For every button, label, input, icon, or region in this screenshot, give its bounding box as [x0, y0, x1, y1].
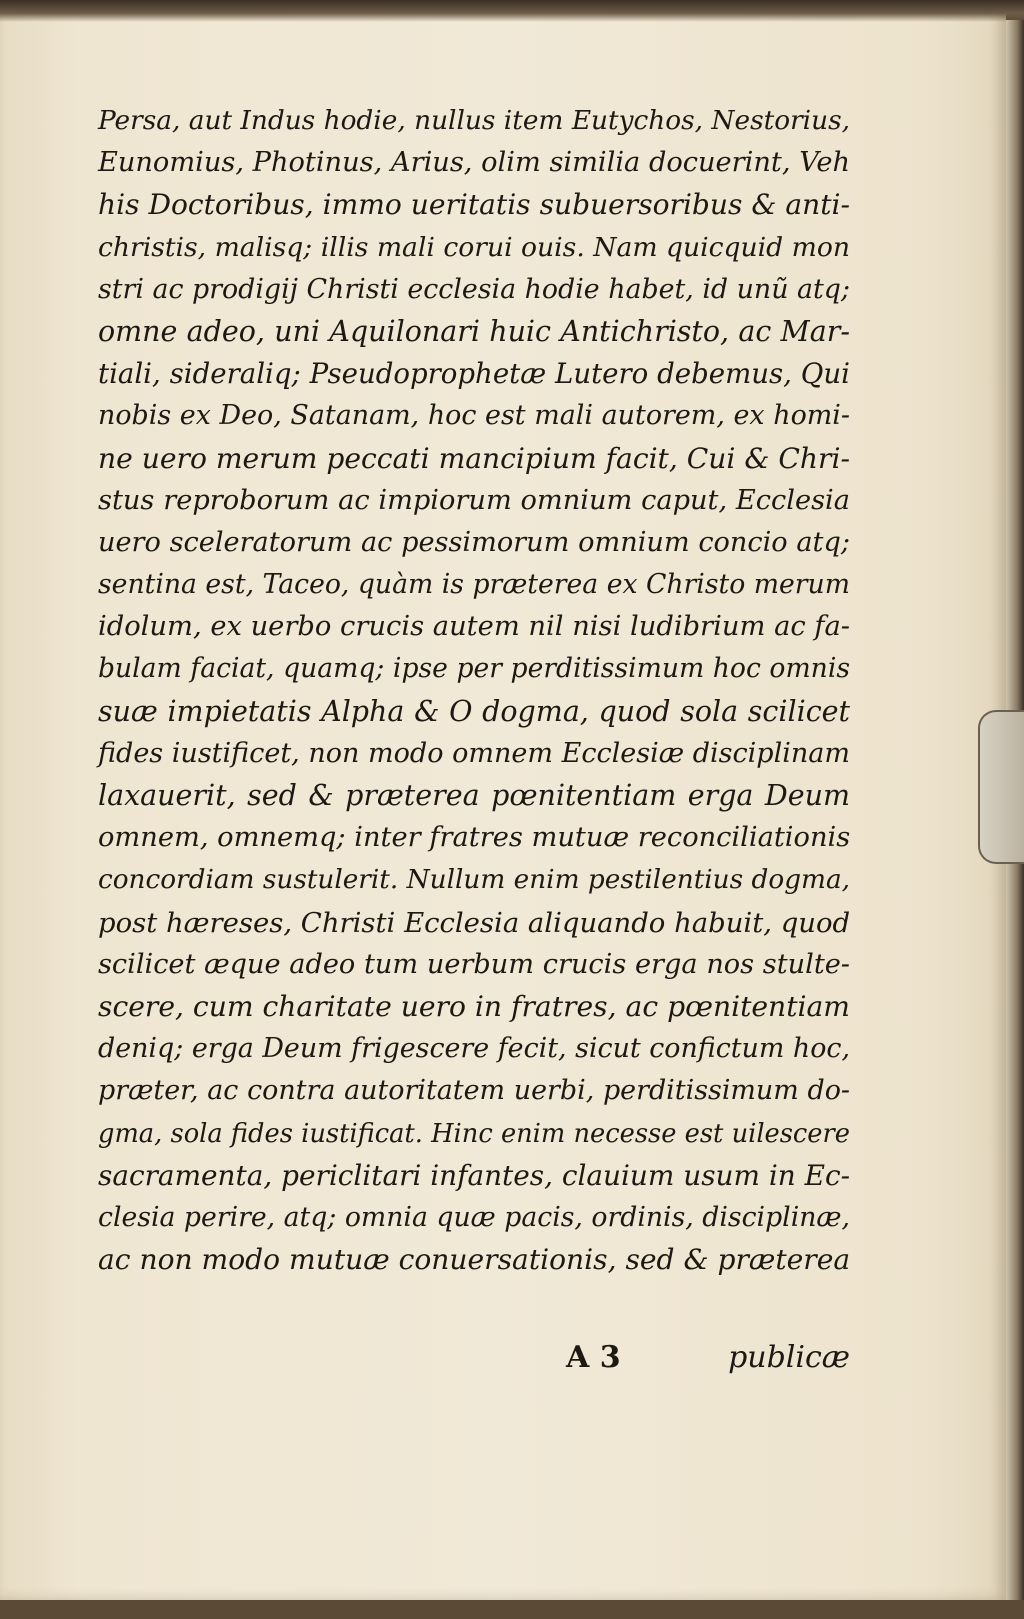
- text-line: bulam faciat, quamq; ipse per perditissimum hoc omnis: [98, 653, 850, 685]
- text-line: omne adeo, uni Aquilonari huic Antichristo, ac Mar-: [98, 314, 850, 348]
- signature-mark: A 3: [566, 1340, 621, 1375]
- text-line: scilicet æque adeo tum uerbum crucis erga nos stulte-: [98, 948, 850, 980]
- text-line: scere, cum charitate uero in fratres, ac pœnitentiam: [98, 989, 850, 1023]
- page-footer: [566, 1340, 850, 1384]
- text-line: sacramenta, periclitari infantes, clauium usum in Ec-: [98, 1158, 851, 1192]
- text-line: omnem, omnemq; inter fratres mutuæ reconciliationis: [98, 822, 851, 854]
- text-line: deniq; erga Deum frigescere fecit, sicut confictum hoc,: [98, 1033, 850, 1065]
- text-line: Eunomius, Photinus, Arius, olim similia docuerint, Veh: [98, 147, 850, 179]
- text-line: suæ impietatis Alpha & O dogma, quod sola scilicet: [98, 694, 850, 728]
- scan-top-edge: [0, 0, 1024, 22]
- text-line: stus reproborum ac impiorum omnium caput, Ecclesia: [98, 484, 850, 516]
- text-line: clesia perire, atq; omnia quæ pacis, ordinis, disciplinæ,: [98, 1201, 850, 1233]
- text-line: præter, ac contra autoritatem uerbi, perditissimum do-: [98, 1075, 850, 1107]
- text-line: his Doctoribus, immo ueritatis subuersoribus & anti-: [98, 188, 850, 222]
- catchword: publicæ: [728, 1340, 850, 1375]
- text-line: tiali, sideraliq; Pseudoprophetæ Lutero debemus, Qui: [98, 357, 850, 391]
- text-line: sentina est, Taceo, quàm is præterea ex Christo merum: [98, 569, 850, 601]
- text-line: christis, malisq; illis mali corui ouis. Nam quicquid mon: [98, 231, 850, 263]
- text-line: nobis ex Deo, Satanam, hoc est mali autorem, ex homi-: [98, 400, 850, 432]
- text-line: ne uero merum peccati mancipium facit, Cui & Chri-: [98, 441, 850, 475]
- text-line: fides iustificet, non modo omnem Ecclesiæ disciplinam: [98, 737, 850, 769]
- text-line: stri ac prodigij Christi ecclesia hodie habet, id unũ atq;: [98, 273, 850, 305]
- text-line: laxauerit, sed & præterea pœnitentiam erga Deum: [98, 779, 850, 812]
- text-line: post hæreses, Christi Ecclesia aliquando habuit, quod: [98, 906, 851, 939]
- text-line: gma, sola fides iustificat. Hinc enim necesse est uilescere: [98, 1118, 850, 1149]
- page-body-text: [98, 100, 850, 1281]
- text-line: uero sceleratorum ac pessimorum omnium concio atq;: [98, 526, 850, 558]
- text-line: concordiam sustulerit. Nullum enim pestilentius dogma,: [98, 865, 850, 896]
- text-line: ac non modo mutuæ conuersationis, sed & præterea: [98, 1243, 851, 1277]
- page-clip-tab: [978, 710, 1024, 864]
- text-line: Persa, aut Indus hodie, nullus item Eutychos, Nestorius,: [98, 106, 850, 136]
- text-line: idolum, ex uerbo crucis autem nil nisi ludibrium ac fa-: [98, 611, 850, 643]
